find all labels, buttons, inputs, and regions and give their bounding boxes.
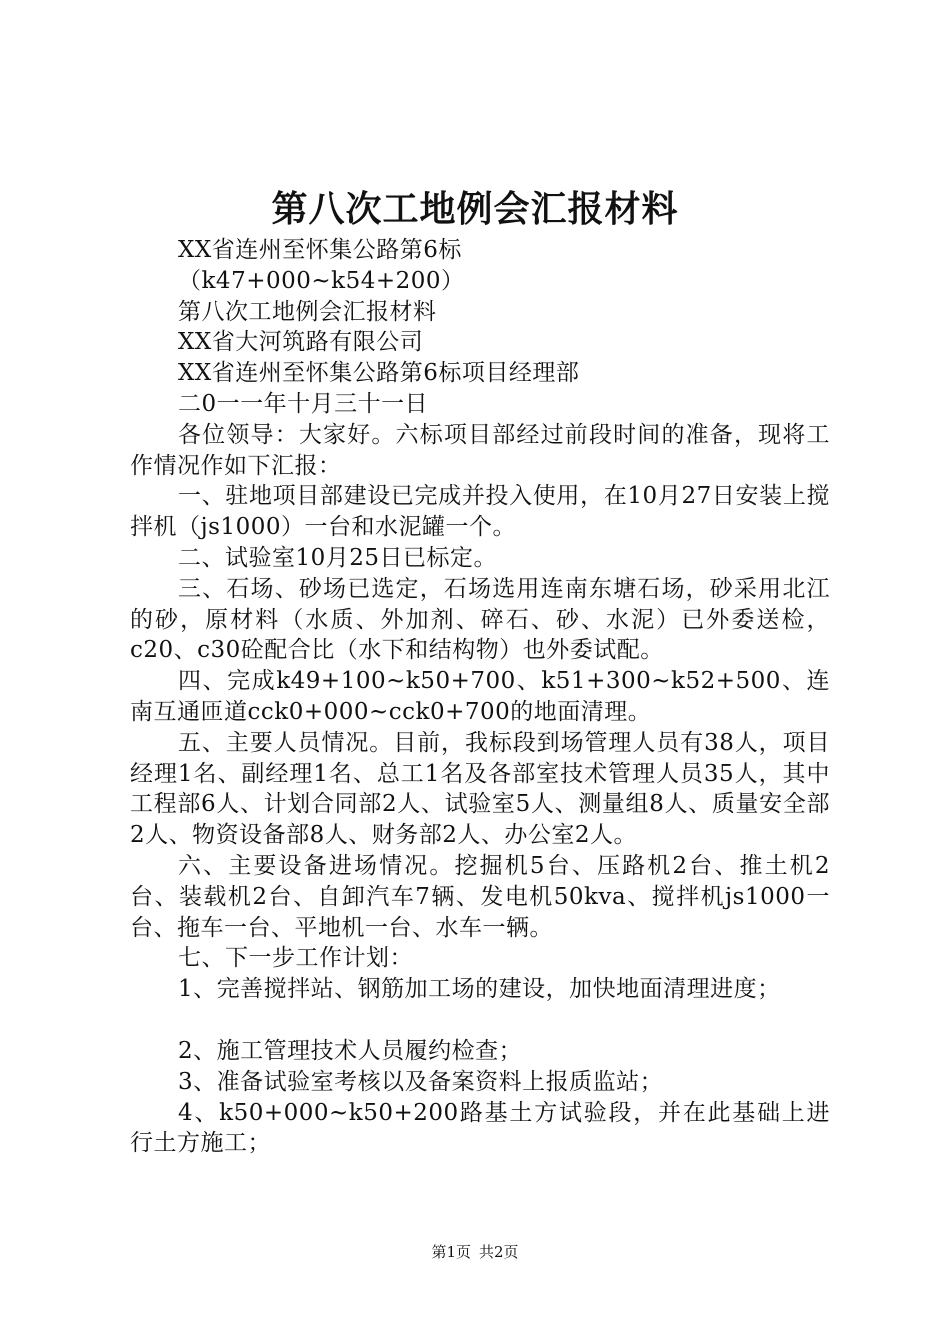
paragraph-item-2: 二、试验室10月25日已标定。 <box>178 544 498 571</box>
header-line-date: 二0一一年十月三十一日 <box>178 390 429 417</box>
paragraph-item-3: 三、石场、砂场已选定，石场选用连南东塘石场，砂采用北江的砂，原材料（水质、外加剂、碎石、砂、水泥）已外委送检，c20、c30砼配合比（水下和结构物）也外委试配。 <box>130 575 830 664</box>
header-line-subtitle: 第八次工地例会汇报材料 <box>178 298 437 325</box>
plan-item-1: 1、完善搅拌站、钢筋加工场的建设，加快地面清理进度； <box>178 976 781 1003</box>
header-line-company: XX省大河筑路有限公司 <box>178 329 424 356</box>
plan-item-3: 3、准备试验室考核以及备案资料上报质监站； <box>178 1068 664 1095</box>
header-line-department: XX省连州至怀集公路第6标项目经理部 <box>178 360 580 387</box>
page-number: 第1页 <box>431 1243 471 1261</box>
paragraph-item-6: 六、主要设备进场情况。挖掘机5台、压路机2台、推土机2台、装载机2台、自卸汽车7辆、发电机50kva、搅拌机js1000一台、拖车一台、平地机一台、水车一辆。 <box>130 852 830 941</box>
header-line-chainage: （k47+000~k54+200） <box>178 267 465 294</box>
paragraph-item-7: 七、下一步工作计划： <box>178 945 413 972</box>
page-footer <box>0 1241 950 1263</box>
paragraph-greeting: 各位领导：大家好。六标项目部经过前段时间的准备，现将工作情况作如下汇报： <box>130 421 830 479</box>
header-line-project: XX省连州至怀集公路第6标 <box>178 237 462 263</box>
paragraph-item-5: 五、主要人员情况。目前，我标段到场管理人员有38人，项目经理1名、副经理1名、总工1名及各部室技术管理人员35人，其中工程部6人、计划合同部2人、试验室5人、测量组8人、质量安全部2人、物资设备部8人、财务部2人、办公室2人。 <box>130 729 830 849</box>
plan-item-2: 2、施工管理技术人员履约检查； <box>178 1037 523 1064</box>
document-title: 第八次工地例会汇报材料 <box>271 188 679 230</box>
page-total: 共2页 <box>479 1243 519 1261</box>
document-body <box>130 235 830 1159</box>
blank-line <box>130 1005 830 1036</box>
plan-item-4: 4、k50+000~k50+200路基土方试验段，并在此基础上进行土方施工； <box>130 1099 830 1157</box>
paragraph-item-1: 一、驻地项目部建设已完成并投入使用，在10月27日安装上搅拌机（js1000）一台和水泥罐一个。 <box>130 483 830 541</box>
paragraph-item-4: 四、完成k49+100~k50+700、k51+300~k52+500、连南互通匝道cck0+000~cck0+700的地面清理。 <box>130 668 830 725</box>
